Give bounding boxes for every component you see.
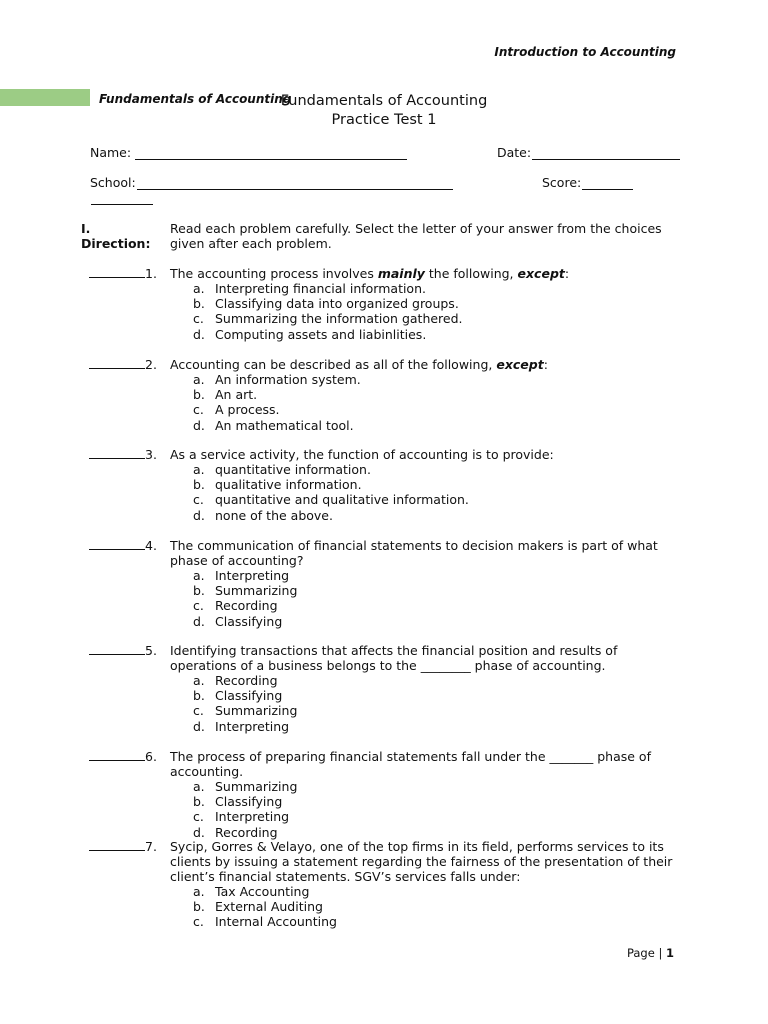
- option: c. Summarizing the information gathered.: [193, 311, 463, 327]
- option: c. Summarizing: [193, 703, 298, 719]
- name-field: [90, 145, 407, 160]
- option: a. Tax Accounting: [193, 884, 310, 899]
- date-field: [497, 145, 680, 160]
- date-label: Date:: [497, 145, 532, 160]
- direction-label: [81, 221, 150, 251]
- answer-blank[interactable]: [89, 839, 145, 851]
- score-input-line[interactable]: [582, 176, 633, 190]
- page-number: 1: [665, 946, 674, 960]
- page-label: Page |: [626, 946, 663, 960]
- answer-blank[interactable]: [89, 643, 145, 655]
- question-stem: The communication of financial statements to decision makers is part of what phase of accounting?: [170, 538, 658, 569]
- option: a. quantitative information.: [193, 462, 371, 477]
- score-label: Score:: [542, 175, 582, 190]
- option: c. Recording: [193, 598, 278, 614]
- option-list: [193, 779, 297, 840]
- question-number: 7.: [89, 839, 157, 854]
- direction-number: I.: [81, 221, 91, 236]
- option: d. none of the above.: [193, 507, 333, 523]
- option: c. A process.: [193, 402, 280, 418]
- answer-blank[interactable]: [89, 749, 145, 761]
- question-stem: Accounting can be described as all of the following, except:: [170, 357, 548, 372]
- answer-blank[interactable]: [89, 447, 145, 459]
- option-list: [193, 884, 337, 930]
- option: c. Internal Accounting: [193, 914, 337, 930]
- question-number: 2.: [89, 357, 157, 372]
- option: d. An mathematical tool.: [193, 417, 354, 433]
- option: a. Summarizing: [193, 779, 298, 794]
- question-number: 6.: [89, 749, 157, 764]
- name-input-line[interactable]: [135, 146, 407, 160]
- option: b. qualitative information.: [193, 477, 362, 493]
- page-subtitle: Practice Test 1: [331, 112, 437, 128]
- date-input-line[interactable]: [532, 146, 680, 160]
- option: b. External Auditing: [193, 899, 323, 915]
- option: c. Interpreting: [193, 809, 290, 825]
- section-label: Fundamentals of Accounting: [99, 92, 292, 106]
- answer-blank[interactable]: [89, 266, 145, 278]
- school-label: School:: [90, 175, 136, 190]
- question-number: 5.: [89, 643, 157, 658]
- direction-word: Direction:: [81, 236, 151, 252]
- option: a. Recording: [193, 673, 278, 688]
- question-stem: The process of preparing financial statements fall under the _______ phase of accounting.: [170, 749, 651, 780]
- option: d. Classifying: [193, 613, 283, 629]
- name-label: Name:: [90, 145, 132, 160]
- question-number: 1.: [89, 266, 157, 281]
- option: d. Interpreting: [193, 718, 290, 734]
- school-input-line[interactable]: [137, 176, 453, 190]
- question-stem: As a service activity, the function of accounting is to provide:: [170, 447, 554, 462]
- score-wrap-line: [91, 191, 153, 205]
- page-footer: [627, 946, 674, 960]
- option-list: [193, 568, 297, 629]
- option: c. quantitative and qualitative information.: [193, 492, 469, 508]
- option-list: [193, 462, 469, 523]
- option: b. An art.: [193, 387, 258, 403]
- option: b. Classifying: [193, 794, 283, 810]
- score-field: [542, 175, 633, 190]
- question-number: 3.: [89, 447, 157, 462]
- option-list: [193, 673, 297, 734]
- option-list: [193, 372, 361, 433]
- course-header: Introduction to Accounting: [494, 45, 676, 59]
- question-stem: Identifying transactions that affects the financial position and results of operations of a business belongs to the ________ phase of accounting.: [170, 643, 618, 674]
- option: d. Computing assets and liabinlities.: [193, 326, 427, 342]
- option: a. Interpreting financial information.: [193, 281, 426, 296]
- question-stem: The accounting process involves mainly the following, except:: [170, 266, 570, 281]
- option: b. Summarizing: [193, 583, 298, 599]
- option-list: [193, 281, 463, 342]
- option: a. Interpreting: [193, 568, 290, 583]
- question-number: 4.: [89, 538, 157, 553]
- page-title: Fundamentals of Accounting: [280, 93, 488, 109]
- question-stem: Sycip, Gorres & Velayo, one of the top firms in its field, performs services to its clients by issuing a statement regarding the fairness of the presentation of their client’s financial statements. SGV’s services falls under:: [170, 839, 673, 885]
- answer-blank[interactable]: [89, 538, 145, 550]
- answer-blank[interactable]: [89, 357, 145, 369]
- option: d. Recording: [193, 824, 278, 840]
- option: b. Classifying data into organized groups.: [193, 296, 459, 312]
- direction-text: Read each problem carefully. Select the letter of your answer from the choices given after each problem.: [170, 221, 662, 252]
- option: a. An information system.: [193, 372, 361, 387]
- school-field: [90, 175, 453, 190]
- option: b. Classifying: [193, 688, 283, 704]
